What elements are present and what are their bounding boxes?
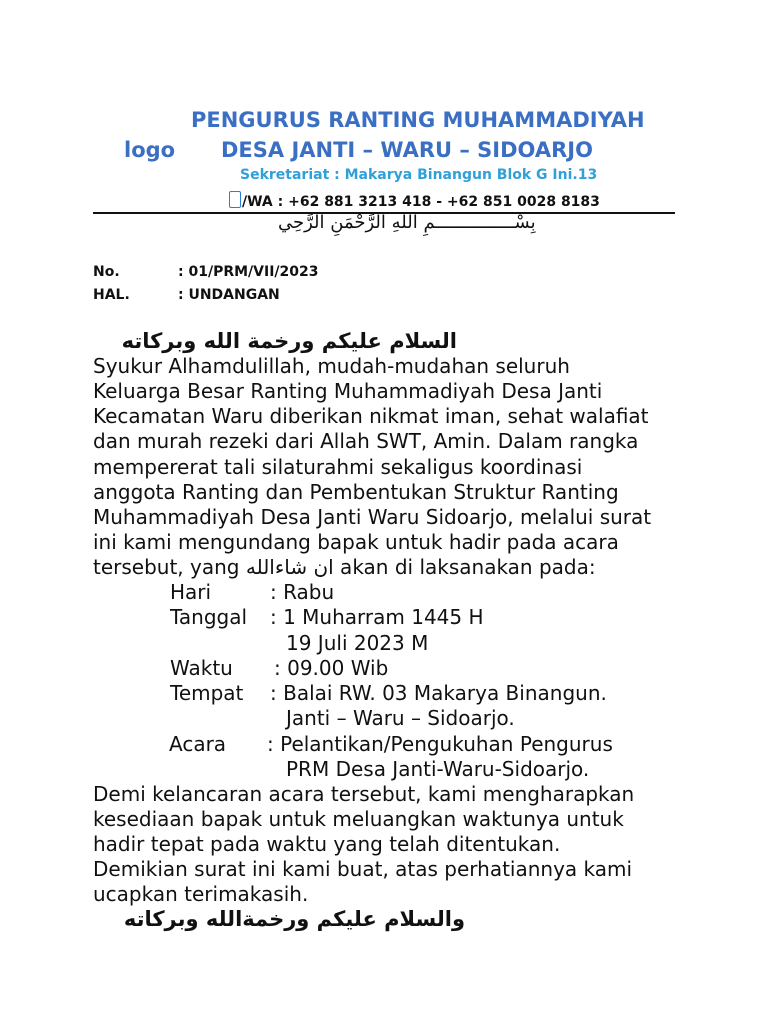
secretariat-address: Sekretariat : Makarya Binangun Blok G Ini.13 <box>240 167 598 183</box>
phone-icon <box>229 191 241 208</box>
greeting-opening: السلام عليكم ورخمة الله وبركاته <box>121 329 457 353</box>
detail-tanggal-value-masehi: 19 Juli 2023 M <box>286 631 429 655</box>
detail-tanggal-label: Tanggal <box>170 605 248 629</box>
closing-line: hadir tepat pada waktu yang telah ditentukan. <box>93 832 561 856</box>
closing-line: kesediaan bapak untuk meluangkan waktunya untuk <box>93 807 624 831</box>
body-line: Muhammadiyah Desa Janti Waru Sidoarjo, melalui surat <box>93 505 652 529</box>
intro-before: tersebut, yang <box>93 555 246 579</box>
detail-hari-value: : Rabu <box>270 580 335 604</box>
body-line: Kecamatan Waru diberikan nikmat iman, sehat walafiat <box>93 404 649 428</box>
body-line: dan murah rezeki dari Allah SWT, Amin. Dalam rangka <box>93 429 639 453</box>
body-line: Syukur Alhamdulillah, mudah-mudahan seluruh <box>93 354 570 378</box>
detail-waktu-value: : 09.00 Wib <box>274 656 389 680</box>
org-name-line2: DESA JANTI – WARU – SIDOARJO <box>221 138 593 162</box>
detail-waktu-label: Waktu <box>170 656 233 680</box>
letter-subject-value: : UNDANGAN <box>178 287 280 303</box>
closing-line: Demi kelancaran acara tersebut, kami mengharapkan <box>93 782 635 806</box>
body-line-intro <box>93 555 596 579</box>
body-line: mempererat tali silaturahmi sekaligus koordinasi <box>93 455 583 479</box>
detail-acara-value-line2: PRM Desa Janti-Waru-Sidoarjo. <box>286 757 590 781</box>
greeting-closing: والسلام عليكم ورخمةالله وبركاته <box>123 907 465 931</box>
letter-number-label: No. <box>93 264 120 280</box>
detail-tempat-value: : Balai RW. 03 Makarya Binangun. <box>270 681 607 705</box>
basmalah: بِسْـــــــــــــــمِ اللهِ الرَّحْمَنِ الرَّحِي <box>278 212 536 233</box>
intro-after: akan di laksanakan pada: <box>333 555 596 579</box>
closing-line: Demikian surat ini kami buat, atas perhatiannya kami <box>93 857 633 881</box>
detail-tempat-value-line2: Janti – Waru – Sidoarjo. <box>286 706 515 730</box>
detail-hari-label: Hari <box>170 580 212 604</box>
letter-subject-label: HAL. <box>93 287 130 303</box>
detail-acara-label: Acara <box>169 732 227 756</box>
detail-acara-value: : Pelantikan/Pengukuhan Pengurus <box>267 732 613 756</box>
body-line: Keluarga Besar Ranting Muhammadiyah Desa Janti <box>93 379 603 403</box>
contact-text: /WA : +62 881 3213 418 - +62 851 0028 8183 <box>242 194 600 210</box>
closing-line: ucapkan terimakasih. <box>93 882 309 906</box>
detail-tanggal-value: : 1 Muharram 1445 H <box>270 605 484 629</box>
body-line: ini kami mengundang bapak untuk hadir pada acara <box>93 530 619 554</box>
body-line: anggota Ranting dan Pembentukan Struktur Ranting <box>93 480 619 504</box>
logo-placeholder: logo <box>124 138 176 162</box>
detail-tempat-label: Tempat <box>170 681 244 705</box>
insyaallah-arabic: ان شاءالله <box>245 555 334 579</box>
contact-line <box>229 191 600 210</box>
org-name-line1: PENGURUS RANTING MUHAMMADIYAH <box>191 108 645 132</box>
letter-number-value: : 01/PRM/VII/2023 <box>178 264 319 280</box>
